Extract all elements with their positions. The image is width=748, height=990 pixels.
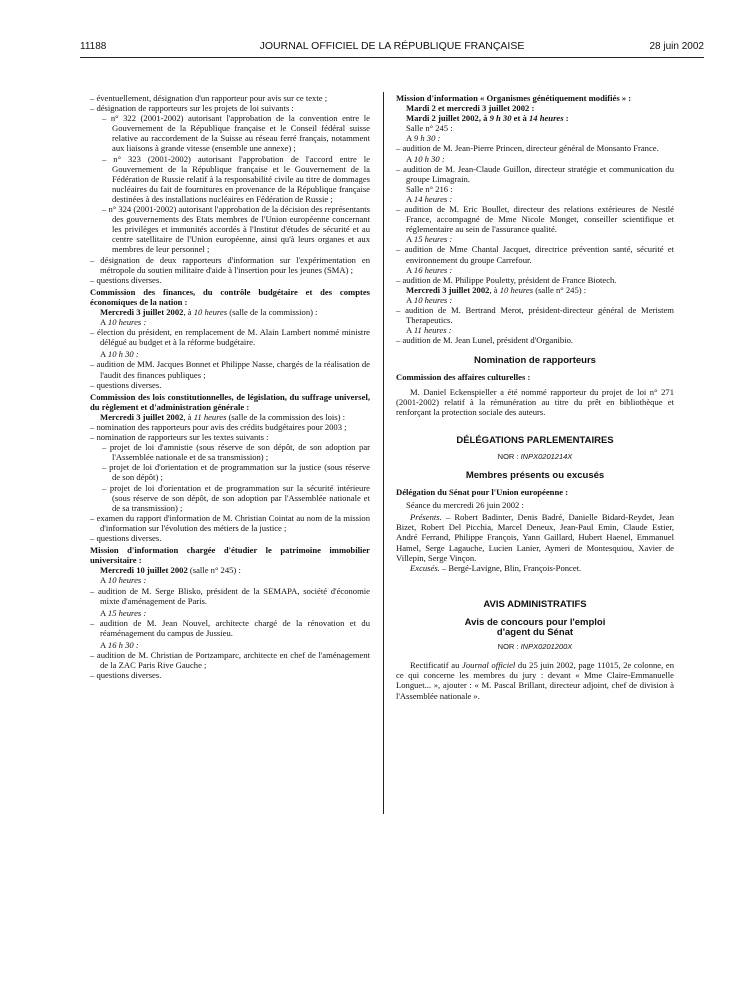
list-item: – audition de M. Jean Nouvel, architecte chargé de la rénovation et du réaménagement du campus de Jussieu. bbox=[90, 617, 370, 638]
page-header bbox=[80, 39, 704, 55]
time-prefix: A bbox=[406, 153, 414, 164]
heading-concours: Avis de concours pour l'emploi d'agent du Sénat bbox=[464, 616, 606, 639]
time-slot bbox=[396, 194, 674, 204]
list-item: – désignation de rapporteurs sur les projets de loi suivants : bbox=[90, 103, 294, 114]
list-item: – questions diverses. bbox=[90, 274, 162, 285]
time-slot bbox=[90, 575, 370, 585]
date-room: (salle n° 245) : bbox=[533, 284, 587, 295]
presents-label: Présents. bbox=[410, 512, 442, 523]
excuses-paragraph bbox=[396, 563, 674, 573]
time-value: 10 heures : bbox=[107, 575, 147, 586]
list-item: – questions diverses. bbox=[90, 533, 162, 544]
nomination-text: M. Daniel Eckenspieller a été nommé rapporteur du projet de loi n° 271 (2001-2002) relatif à la rémunération au titre du prêt en bibliothèque et renforçant la protection sociale des auteurs. bbox=[396, 386, 674, 417]
date-room: (salle de la commission des lois) : bbox=[226, 411, 346, 422]
time-prefix: A bbox=[406, 294, 414, 305]
nor-value: INPX0201200X bbox=[520, 642, 573, 652]
seance-date: Séance du mercredi 26 juin 2002 : bbox=[406, 500, 524, 511]
issue-date: 28 juin 2002 bbox=[649, 41, 704, 52]
list-item: – projet de loi d'orientation et de programmation sur la justice (sous réserve de son dépôt) ; bbox=[102, 462, 370, 483]
excuses-list: – Bergé-Lavigne, Blin, François-Poncet. bbox=[439, 562, 582, 573]
list-item: – nomination de rapporteurs sur les textes suivants : bbox=[90, 432, 269, 443]
rectificatif-text bbox=[396, 660, 674, 700]
date-end: : bbox=[563, 113, 569, 124]
time-slot bbox=[90, 640, 370, 650]
room: Salle n° 216 : bbox=[406, 183, 453, 194]
date-sep: , à bbox=[183, 306, 194, 317]
nor-reference bbox=[396, 642, 674, 652]
list-item: – audition de M. Jean-Pierre Princen, directeur général de Monsanto France. bbox=[396, 143, 659, 154]
time-value: 11 heures : bbox=[413, 325, 452, 336]
list-item: – audition de M. Christian de Portzamparc, architecte en chef de l'aménagement de la ZAC Paris Rive Gauche ; bbox=[90, 650, 370, 671]
commission-title: Commission des affaires culturelles : bbox=[396, 372, 531, 383]
date-hour: 10 heures bbox=[499, 284, 534, 295]
time-value: 16 h 30 : bbox=[107, 639, 139, 650]
nor-label: NOR : bbox=[497, 451, 521, 461]
page-number: 11188 bbox=[80, 41, 107, 52]
date-sep: , à bbox=[183, 411, 194, 422]
date-bold: Mercredi 10 juillet 2002 bbox=[100, 565, 188, 576]
time-prefix: A bbox=[406, 234, 414, 245]
meeting-date bbox=[396, 285, 674, 295]
excuses-label: Excusés. bbox=[410, 562, 440, 573]
time-slot bbox=[90, 317, 370, 327]
list-item: – n° 322 (2001-2002) autorisant l'approbation de la convention entre le Gouvernement de la République française et le Conseil fédéral suisse relative au raccordement de la Suisse au réseau ferré français, notamment aux liaisons à grande vitesse (ensemble une annexe) ; bbox=[102, 113, 370, 154]
date-sep: , à bbox=[478, 113, 490, 124]
left-column bbox=[90, 93, 370, 680]
time-prefix: A bbox=[100, 349, 108, 360]
date-bold: Mardi 2 juillet 2002 bbox=[406, 113, 479, 124]
rect-journal: Journal officiel bbox=[462, 660, 516, 671]
list-item: – audition de Mme Chantal Jacquet, directrice prévention santé, sécurité et environnement du groupe Carrefour. bbox=[396, 244, 674, 265]
meeting-date bbox=[90, 307, 370, 317]
rect-part-a: Rectificatif au bbox=[410, 660, 463, 671]
section-title-finances: Commission des finances, du contrôle budgétaire et des comptes économiques de la nation : bbox=[90, 286, 370, 307]
heading-avis: AVIS ADMINISTRATIFS bbox=[483, 598, 587, 610]
list-item: – audition de M. Bertrand Merot, président-directeur général de Meristem Therapeutics. bbox=[396, 304, 674, 326]
date-and: et à bbox=[511, 113, 529, 124]
time-slot bbox=[90, 349, 370, 359]
time-slot bbox=[396, 133, 674, 143]
presents-paragraph bbox=[396, 512, 674, 562]
date-room: (salle n° 245) : bbox=[187, 565, 241, 576]
time-prefix: A bbox=[100, 575, 108, 586]
list-item: – désignation de deux rapporteurs d'information sur l'expérimentation en métropole du soutien militaire d'aide à l'insertion pour les jeunes (SMA) ; bbox=[90, 254, 370, 275]
time-prefix: A bbox=[406, 133, 414, 144]
list-item: – audition de M. Jean Lunel, président d'Organibio. bbox=[396, 335, 574, 346]
time-prefix: A bbox=[406, 193, 414, 204]
date-hour: 10 heures bbox=[193, 306, 228, 317]
date-hour: 11 heures bbox=[193, 411, 227, 422]
time-prefix: A bbox=[406, 325, 414, 336]
list-item: – audition de M. Serge Blisko, président de la SEMAPA, société d'économie mixte d'aménagement de Paris. bbox=[90, 585, 370, 606]
date-bold: Mercredi 3 juillet 2002 bbox=[100, 306, 184, 317]
time-prefix: A bbox=[406, 264, 414, 275]
section-title-ogm: Mission d'information « Organismes génétiquement modifiés » : bbox=[396, 93, 632, 103]
right-column bbox=[396, 93, 674, 701]
time-value: 16 heures : bbox=[413, 264, 453, 275]
time-value: 10 h 30 : bbox=[413, 153, 445, 164]
list-item: – éventuellement, désignation d'un rapporteur pour avis sur ce texte ; bbox=[90, 93, 328, 103]
time-slot bbox=[396, 265, 674, 275]
date-bold: Mercredi 3 juillet 2002 bbox=[406, 284, 490, 295]
list-item: – questions diverses. bbox=[90, 379, 162, 390]
list-item: – projet de loi d'orientation et de programmation sur la sécurité intérieure (sous réserve de son dépôt, de son adoption par l'Assemblée nationale et de sa transmission) ; bbox=[102, 482, 370, 513]
heading-nomination: Nomination de rapporteurs bbox=[474, 355, 596, 367]
list-item: – projet de loi d'amnistie (sous réserve de son dépôt, de son adoption par l'Assemblée nationale et de sa transmission) ; bbox=[102, 442, 370, 463]
room: Salle n° 245 : bbox=[406, 123, 453, 134]
date-hour: 14 heures bbox=[528, 113, 564, 124]
date-room: (salle de la commission) : bbox=[227, 306, 318, 317]
section-title-lois: Commission des lois constitutionnelles, de législation, du suffrage universel, du règlement et d'administration générale : bbox=[90, 391, 370, 412]
delegation-title: Délégation du Sénat pour l'Union européenne : bbox=[396, 487, 569, 498]
date-bold: Mercredi 3 juillet 2002 bbox=[100, 411, 184, 422]
meeting-date bbox=[90, 412, 370, 422]
time-slot bbox=[396, 154, 674, 164]
meeting-dates: Mardi 2 et mercredi 3 juillet 2002 : bbox=[406, 103, 535, 114]
time-prefix: A bbox=[100, 607, 108, 618]
list-item: – examen du rapport d'information de M. Christian Cointat au nom de la mission d'information sur l'évolution des métiers de la justice ; bbox=[90, 512, 370, 533]
heading-delegations: DÉLÉGATIONS PARLEMENTAIRES bbox=[456, 434, 614, 446]
meeting-date bbox=[90, 565, 370, 575]
list-item: – audition de M. Philippe Pouletty, président de France Biotech. bbox=[396, 274, 617, 285]
list-item: – questions diverses. bbox=[90, 670, 162, 681]
header-rule bbox=[80, 57, 704, 58]
time-value: 15 heures : bbox=[413, 234, 453, 245]
time-value: 10 heures : bbox=[413, 294, 453, 305]
time-value: 10 h 30 : bbox=[107, 349, 139, 360]
presents-list: – Robert Badinter, Denis Badré, Danielle Bidard-Reydet, Jean Bizet, Robert Del Picchia, Marcel Deneux, Jean-Paul Emin, Claude Estier, André Ferrand, Philippe François, Yann Gaillard, Hubert Haenel, Emmanuel Hamel, Serge Lagauche, Lucien Lanier, Aymeri de Montesquiou, Xavier de Villepin, Serge Vinçon. bbox=[396, 512, 674, 563]
time-prefix: A bbox=[100, 317, 108, 328]
nor-value: INPX0201214X bbox=[520, 451, 573, 461]
time-slot bbox=[396, 295, 674, 305]
time-prefix: A bbox=[100, 639, 108, 650]
list-item: – n° 323 (2001-2002) autorisant l'approbation de l'accord entre le Gouvernement de la République française et le Gouvernement de la Fédération de Russie relatif à la responsabilité civile au titre de dommages nucléaires du fait de fournitures en provenance de la République française destinées à des installations nucléaires en Fédération de Russie ; bbox=[102, 153, 370, 204]
list-item: – élection du président, en remplacement de M. Alain Lambert nommé ministre délégué au budget et à la réforme budgétaire. bbox=[90, 327, 370, 348]
journal-title: JOURNAL OFFICIEL DE LA RÉPUBLIQUE FRANÇAISE bbox=[259, 40, 525, 52]
list-item: – audition de M. Eric Boullet, directeur des relations extérieures de Nestlé France, accompagné de Mme Nicole Monget, conseiller scientifique et réglementaire au sein de l'assurance qualité. bbox=[396, 204, 674, 235]
list-item: – nomination des rapporteurs pour avis des crédits budgétaires pour 2003 ; bbox=[90, 422, 347, 432]
time-value: 9 h 30 : bbox=[413, 133, 441, 144]
rect-part-b: du 25 juin 2002, page 11015, 2e colonne, en ce qui concerne les membres du jury : devant « Mme Claire-Emmanuelle Longuet... », ajouter : « M. Pascal Brillant, directeur adjoint, chef de division à l'Assemblée nationale ». bbox=[396, 660, 675, 701]
list-item: – audition de MM. Jacques Bonnet et Philippe Nasse, chargés de la réalisation de l'audit des finances publiques ; bbox=[90, 359, 370, 380]
section-title-mission: Mission d'information chargée d'étudier le patrimoine immobilier universitaire : bbox=[90, 545, 370, 566]
time-value: 15 heures : bbox=[107, 607, 147, 618]
time-slot bbox=[396, 325, 674, 335]
time-slot bbox=[396, 234, 674, 244]
date-hour: 9 h 30 bbox=[489, 113, 512, 124]
column-divider bbox=[383, 92, 384, 814]
nor-label: NOR : bbox=[497, 642, 521, 652]
list-item: – audition de M. Jean-Claude Guillon, directeur stratégie et communication du groupe Limagrain. bbox=[396, 163, 674, 184]
list-item: – n° 324 (2001-2002) autorisant l'approbation de la décision des représentants des gouvernements des Etats membres de l'Union européenne concernant les privilèges et immunités accordés à l'Institut d'études de sécurité et au centre satellitaire de l'Union européenne, ainsi qu'à leurs organes et aux membres de leur personnel ; bbox=[102, 204, 370, 255]
time-slot bbox=[90, 608, 370, 618]
time-value: 10 heures : bbox=[107, 317, 147, 328]
heading-membres: Membres présents ou excusés bbox=[465, 470, 605, 481]
meeting-date bbox=[396, 113, 674, 123]
nor-reference bbox=[396, 452, 674, 462]
date-sep: , à bbox=[489, 284, 500, 295]
time-value: 14 heures : bbox=[413, 193, 453, 204]
